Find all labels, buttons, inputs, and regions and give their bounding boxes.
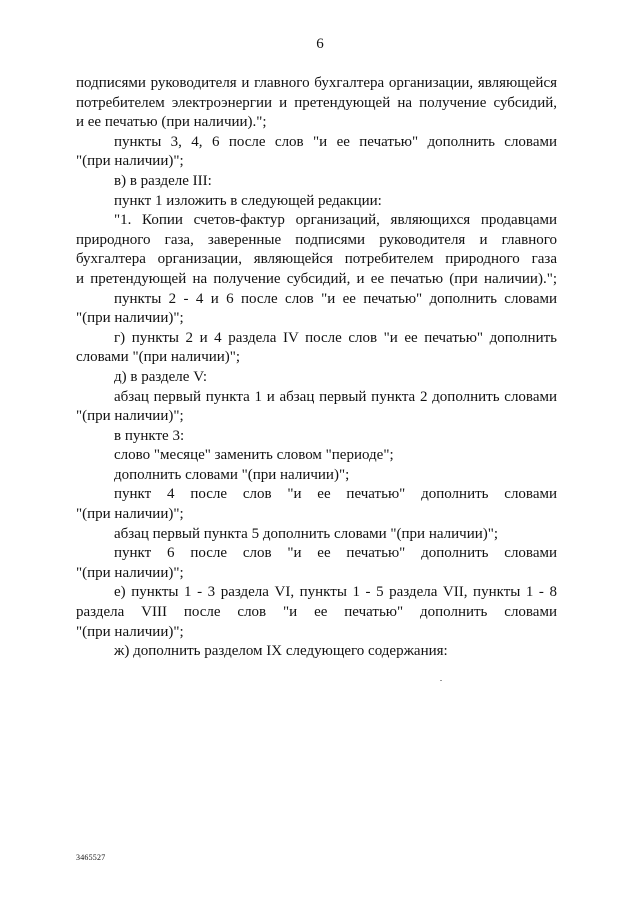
text-line: слово "месяце" заменить словом "периоде";: [114, 447, 394, 464]
text-line: в пункте 3:: [114, 427, 185, 444]
text-line: и претендующей на получение субсидий, и ее печатью (при наличии).";: [76, 270, 557, 287]
text-line: "(при наличии)";: [76, 623, 184, 640]
text-line: ж) дополнить разделом IX следующего содержания:: [114, 643, 448, 660]
text-line: пункты 3, 4, 6 после слов "и ее печатью" дополнить словами: [114, 133, 557, 150]
text-line: пункты 2 - 4 и 6 после слов "и ее печатью" дополнить словами: [114, 290, 557, 307]
text-line: бухгалтера организации, являющейся потребителем природного газа: [76, 251, 557, 268]
text-line: и ее печатью (при наличии).";: [76, 114, 267, 131]
text-line: потребителем электроэнергии и претендующей на получение субсидий,: [76, 94, 557, 111]
text-line: "(при наличии)";: [76, 506, 184, 523]
text-line: "1. Копии счетов-фактур организаций, являющихся продавцами: [114, 212, 557, 229]
text-line: пункт 6 после слов "и ее печатью" дополнить словами: [114, 545, 557, 562]
text-line: "(при наличии)";: [76, 310, 184, 327]
text-line: г) пункты 2 и 4 раздела IV после слов "и ее печатью" дополнить: [114, 329, 557, 346]
text-line: абзац первый пункта 5 дополнить словами "(при наличии)";: [114, 525, 499, 542]
text-line: дополнить словами "(при наличии)";: [114, 466, 350, 483]
text-line: природного газа, заверенные подписями руководителя и главного: [76, 231, 557, 248]
text-line: абзац первый пункта 1 и абзац первый пункта 2 дополнить словами: [114, 388, 557, 405]
document-body: [76, 74, 557, 662]
document-code: 3465527: [76, 853, 106, 862]
text-line: словами "(при наличии)";: [76, 349, 241, 366]
text-line: "(при наличии)";: [76, 564, 184, 581]
text-line: "(при наличии)";: [76, 408, 184, 425]
text-line: пункт 4 после слов "и ее печатью" дополнить словами: [114, 486, 557, 503]
page-number: 6: [316, 36, 324, 52]
text-line: "(при наличии)";: [76, 153, 184, 170]
text-line: в) в разделе III:: [114, 172, 212, 189]
text-line: раздела VIII после слов "и ее печатью" дополнить словами: [76, 604, 557, 621]
text-line: подписями руководителя и главного бухгалтера организации, являющейся: [76, 75, 557, 91]
text-line: д) в разделе V:: [114, 368, 208, 385]
text-line: пункт 1 изложить в следующей редакции:: [114, 192, 382, 209]
scan-speck: [440, 680, 442, 681]
text-line: е) пункты 1 - 3 раздела VI, пункты 1 - 5 раздела VII, пункты 1 - 8: [114, 584, 557, 601]
